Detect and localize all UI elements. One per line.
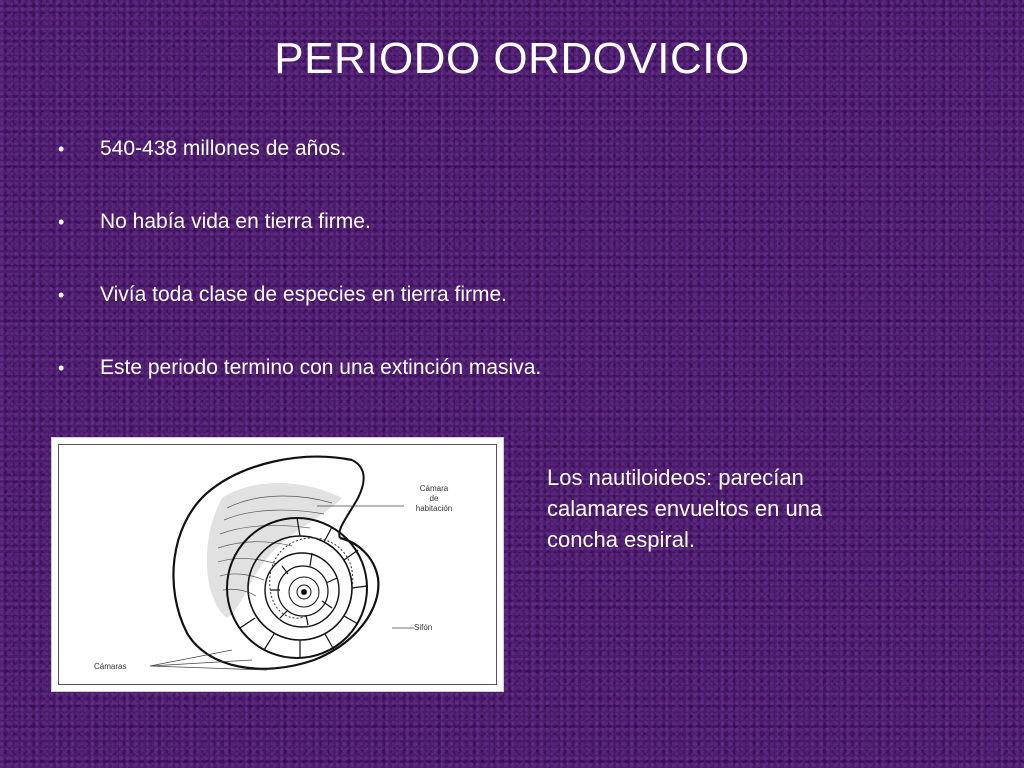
nautilus-diagram — [51, 437, 504, 692]
label-camara-line: habitación — [415, 504, 453, 513]
label-camara-habitacion — [404, 484, 464, 514]
label-camara-line: Cámara — [419, 484, 449, 493]
nautilus-shell-illustration — [52, 438, 505, 693]
bullet-icon: • — [58, 285, 65, 305]
label-camara-line: de — [429, 494, 439, 503]
slide-title: PERIODO ORDOVICIO — [274, 34, 750, 83]
bullet-text: No había vida en tierra firme. — [100, 210, 371, 233]
bullet-icon: • — [58, 139, 65, 159]
label-sifon: Sifón — [414, 623, 433, 632]
spiral-chambers — [227, 518, 367, 658]
bullet-text: Este periodo termino con una extinción masiva. — [100, 356, 542, 379]
figure-caption: Los nautiloideos: parecían calamares envueltos en una concha espiral. — [547, 465, 823, 552]
shell-center — [301, 589, 307, 595]
bullet-icon: • — [58, 358, 65, 378]
bullet-icon: • — [58, 212, 65, 232]
bullet-text: Vivía toda clase de especies en tierra firme. — [100, 283, 507, 306]
bullet-text: 540-438 millones de años. — [100, 137, 347, 160]
shell-aperture — [339, 460, 363, 538]
label-camaras: Cámaras — [94, 662, 127, 671]
